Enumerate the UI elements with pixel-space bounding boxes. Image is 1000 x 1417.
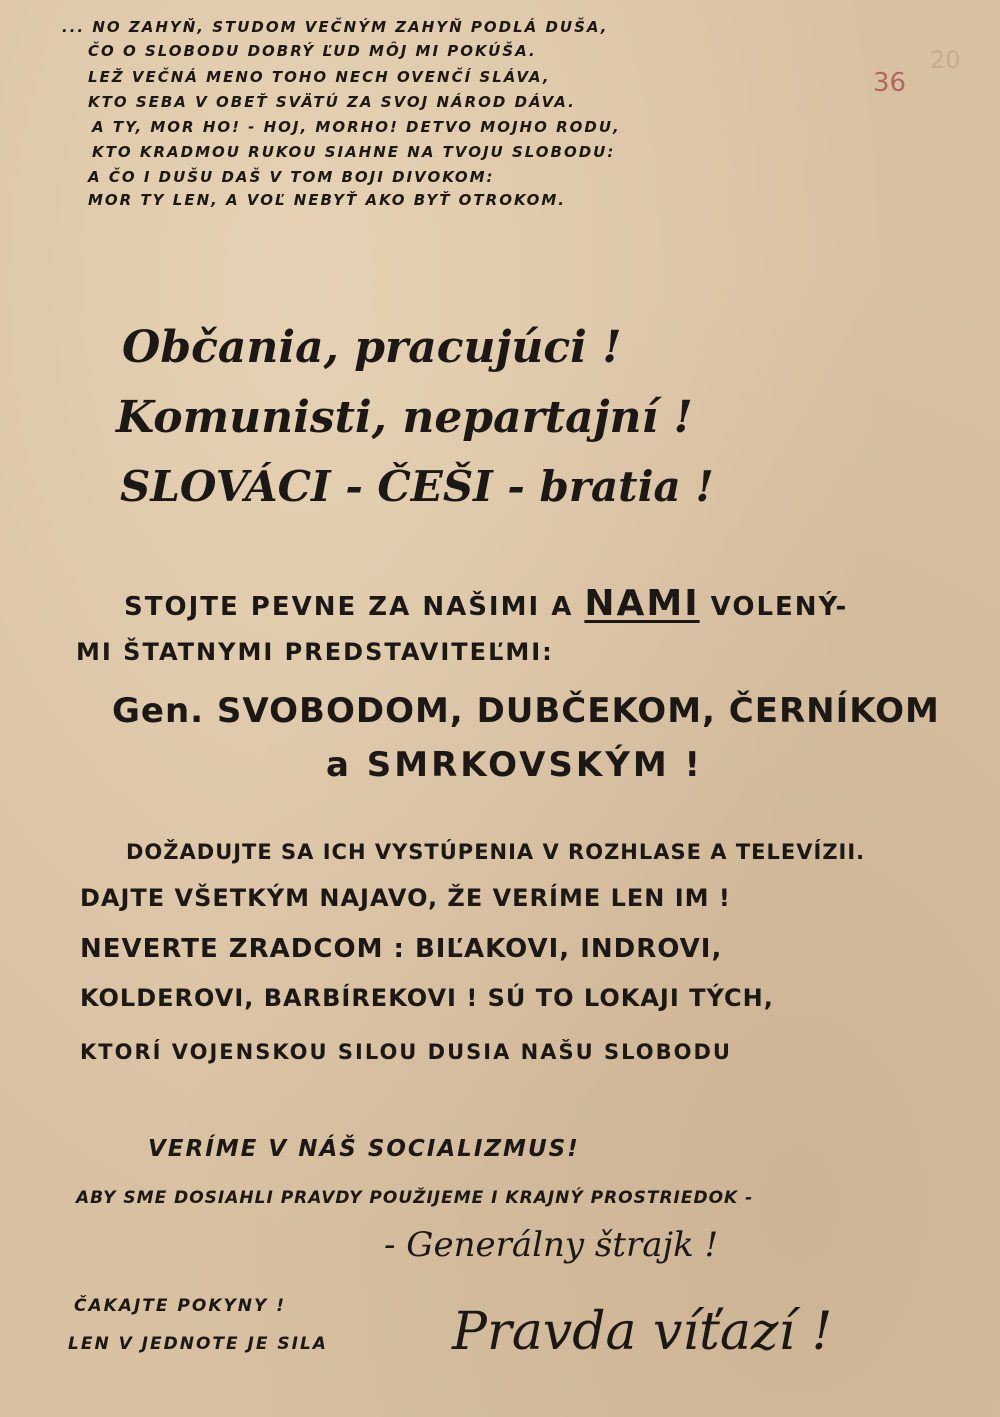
- poem-line: KTO KRADMOU RUKOU SIAHNE NA TVOJU SLOBODU:: [92, 143, 616, 161]
- poem-line: MOR TY LEN, A VOĽ NEBYŤ AKO BYŤ OTROKOM.: [88, 191, 566, 209]
- page-number-faint: 20: [930, 46, 961, 74]
- appeal-leaders: a SMRKOVSKÝM !: [326, 745, 704, 785]
- poem-line: A TY, MOR HO! - HOJ, MORHO! DETVO MOJHO RODU,: [92, 118, 621, 136]
- demand-line: NEVERTE ZRADCOM : BIĽAKOVI, INDROVI,: [80, 934, 723, 964]
- demand-line: DAJTE VŠETKÝM NAJAVO, ŽE VERÍME LEN IM !: [80, 884, 731, 912]
- appeal-text: STOJTE PEVNE ZA NAŠIMI A: [124, 592, 574, 622]
- page-number: 36: [873, 68, 907, 98]
- closing-unity: LEN V JEDNOTE JE SILA: [68, 1334, 328, 1354]
- closing-means: ABY SME DOSIAHLI PRAVDY POUŽIJEME I KRAJNÝ PROSTRIEDOK -: [76, 1188, 754, 1208]
- appeal-emphasis: NAMI: [584, 583, 700, 624]
- closing-strike: - Generálny štrajk !: [384, 1225, 719, 1265]
- poem-line: LEŽ VEČNÁ MENO TOHO NECH OVENČÍ SLÁVA,: [88, 68, 551, 86]
- demand-line: KTORÍ VOJENSKOU SILOU DUSIA NAŠU SLOBODU: [80, 1040, 732, 1064]
- appeal-leaders: Gen. SVOBODOM, DUBČEKOM, ČERNÍKOM: [112, 691, 940, 731]
- address-line-brothers: SLOVÁCI - ČEŠI - bratia !: [120, 462, 714, 511]
- poem-line: KTO SEBA V OBEŤ SVÄTÚ ZA SVOJ NÁROD DÁVA.: [88, 93, 576, 111]
- demand-line: KOLDEROVI, BARBÍREKOVI ! SÚ TO LOKAJI TÝCH,: [80, 984, 774, 1012]
- poem-line: ... NO ZAHYŇ, STUDOM VEČNÝM ZAHYŇ PODLÁ DUŠA,: [62, 18, 609, 36]
- demand-line: DOŽADUJTE SA ICH VYSTÚPENIA V ROZHLASE A TELEVÍZII.: [126, 840, 866, 864]
- closing-wait: ČAKAJTE POKYNY !: [74, 1296, 287, 1316]
- address-line-communists: Komunisti, nepartajní !: [116, 392, 693, 443]
- appeal-line: MI ŠTATNYMI PREDSTAVITEĽMI:: [76, 638, 554, 666]
- closing-motto: Pravda víťazí !: [452, 1302, 833, 1362]
- poem-line: A ČO I DUŠU DAŠ V TOM BOJI DIVOKOM:: [88, 168, 495, 186]
- appeal-line: [124, 583, 849, 624]
- appeal-text: VOLENÝ-: [710, 592, 849, 622]
- address-line-citizens: Občania, pracujúci !: [122, 322, 622, 373]
- poem-line: ČO O SLOBODU DOBRÝ ĽUD MÔJ MI POKÚŠA.: [88, 42, 537, 60]
- closing-belief: VERÍME V NÁŠ SOCIALIZMUS!: [148, 1136, 580, 1162]
